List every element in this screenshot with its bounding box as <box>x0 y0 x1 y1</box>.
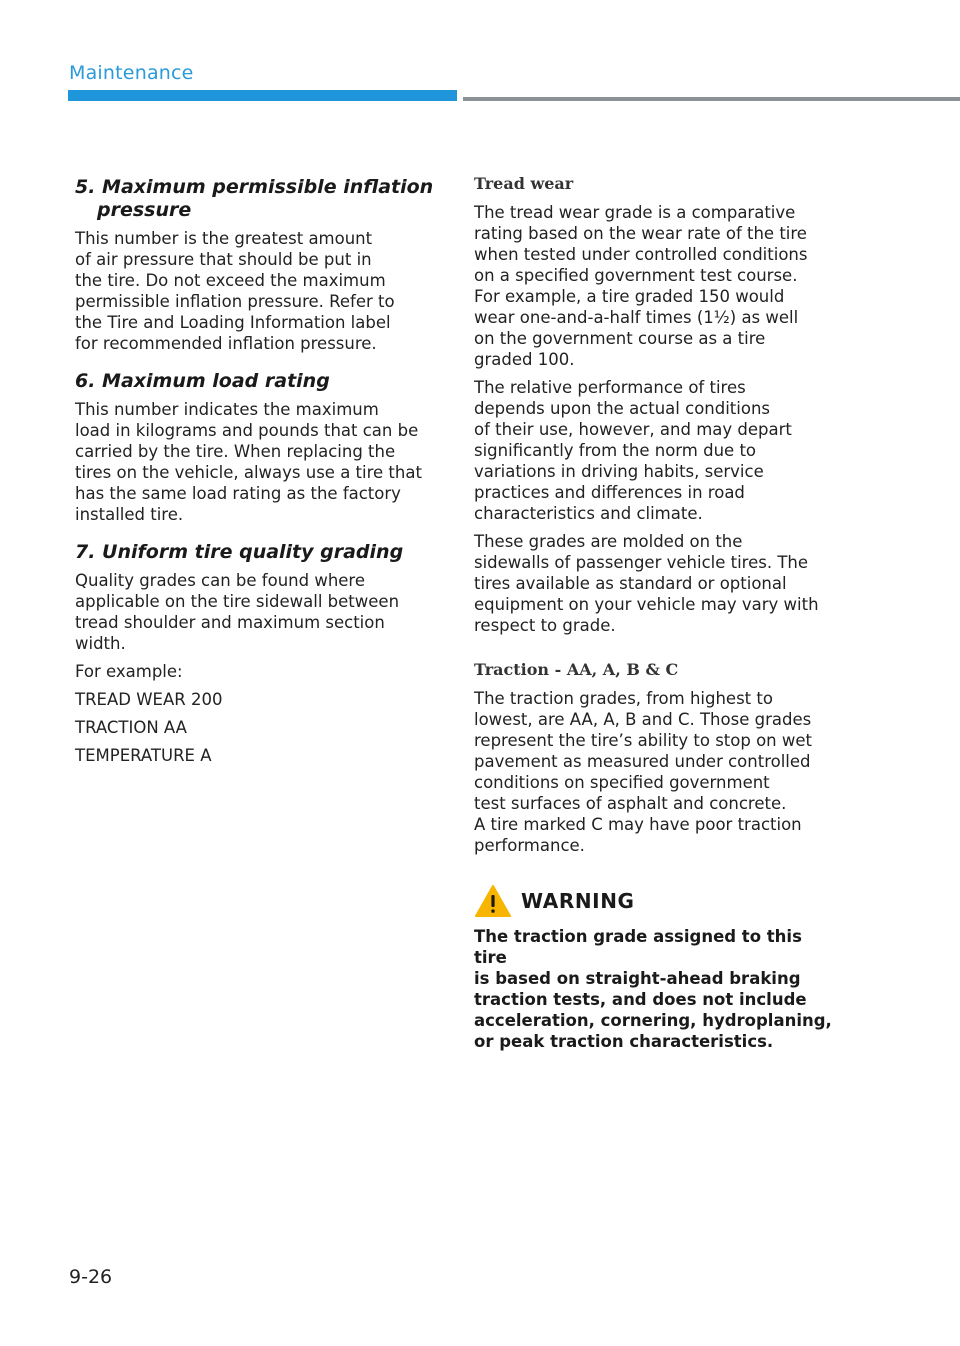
body-uniform-tire-quality-grading: Quality grades can be found where applicable on the tire sidewall between tread shoulder and maximum section width. <box>75 571 400 653</box>
example-line: TEMPERATURE A <box>75 746 212 765</box>
body-tread-wear: The relative performance of tires depends upon the actual conditions of their use, however, and may depart significantly from the norm due to variations in driving habits, service practices and differences in road characteristics and climate. <box>474 378 792 523</box>
header-rule-accent <box>68 90 457 101</box>
page-number: 9-26 <box>69 1266 113 1288</box>
heading-traction: Traction - AA, A, B & C <box>474 660 679 679</box>
page-section-title: Maintenance <box>69 62 194 84</box>
body-max-load-rating: This number indicates the maximum load in kilograms and pounds that can be carried by the tire. When replacing the tires on the vehicle, always use a tire that has the same load rating as the factory installed tire. <box>75 400 422 524</box>
body-tread-wear: The tread wear grade is a comparative rating based on the wear rate of the tire when tested under controlled conditions on a specified government test course. For example, a tire graded 150 would wear one-and-a-half times (1½) as well on the government course as a tire graded 100. <box>474 203 808 369</box>
heading-uniform-tire-quality-grading: 7. Uniform tire quality grading <box>75 541 404 563</box>
warning-header <box>474 884 838 918</box>
body-traction: The traction grades, from highest to lowest, are AA, A, B and C. Those grades represent the tire’s ability to stop on wet pavement as measured under controlled conditions on specified government test surfaces of asphalt and concrete. A tire marked C may have poor traction performance. <box>474 689 812 855</box>
example-line: TRACTION AA <box>75 718 187 737</box>
body-tread-wear: These grades are molded on the sidewalls of passenger vehicle tires. The tires available as standard or optional equipment on your vehicle may vary with respect to grade. <box>474 532 819 635</box>
heading-tread-wear: Tread wear <box>474 174 574 193</box>
warning-title: WARNING <box>521 889 635 913</box>
body-max-inflation-pressure: This number is the greatest amount of air pressure that should be put in the tire. Do not exceed the maximum permissible inflation pressure. Refer to the Tire and Loading Information label for recommended inflation pressure. <box>75 229 395 353</box>
warning-body: The traction grade assigned to this tire is based on straight-ahead braking traction tests, and does not include acceleration, cornering, hydroplaning, or peak traction characteristics. <box>474 927 832 1051</box>
heading-max-inflation-pressure: 5. Maximum permissible inflation pressure <box>75 176 434 221</box>
example-intro: For example: <box>75 662 183 681</box>
warning-triangle-icon <box>474 884 512 918</box>
heading-max-load-rating: 6. Maximum load rating <box>75 370 330 392</box>
right-column <box>474 174 838 1052</box>
example-line: TREAD WEAR 200 <box>75 690 223 709</box>
left-column <box>75 174 440 773</box>
header-rule-gray <box>463 97 960 101</box>
